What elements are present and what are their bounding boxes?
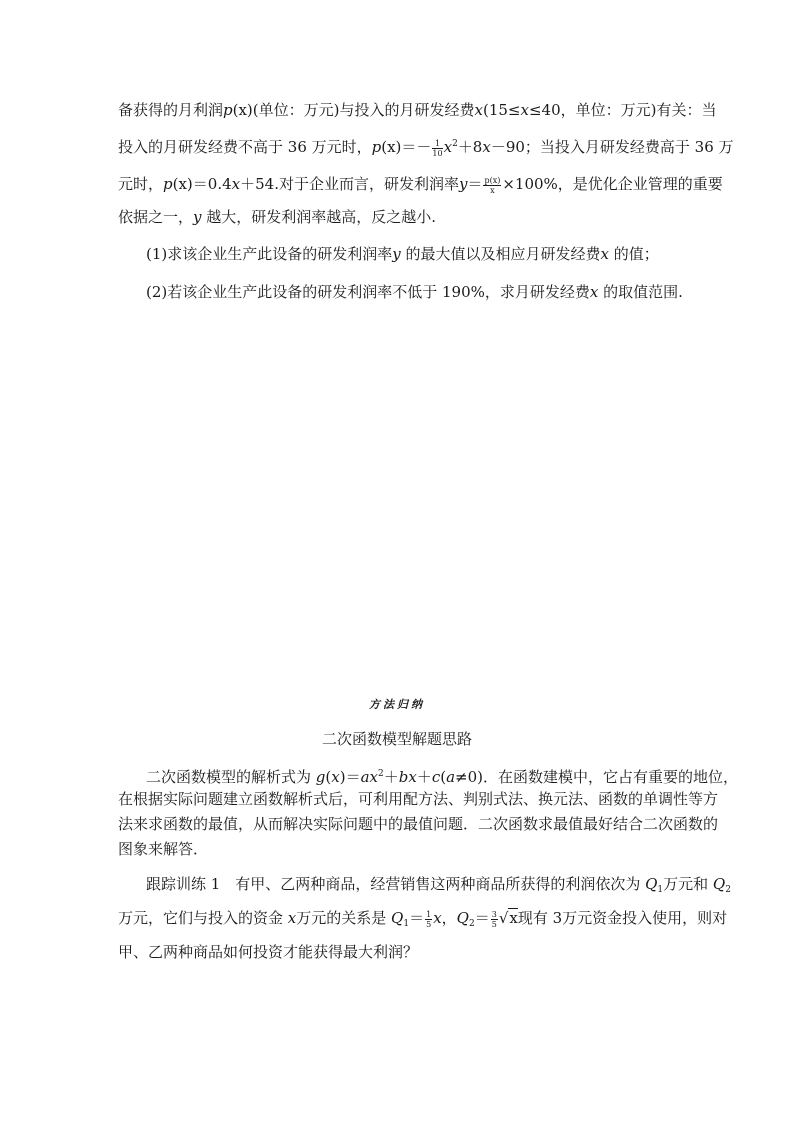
text: 跟踪训练 1 有甲、乙两种商品，经营销售这两种商品所获得的利润依次为 [146, 875, 646, 893]
fraction-numerator: p(x) [484, 175, 501, 185]
text: ＝ [467, 175, 483, 193]
subscript: 2 [468, 919, 475, 929]
var-x: x [482, 138, 491, 156]
method-paragraph-line-1 [146, 764, 738, 787]
term-ax: ax [360, 768, 378, 786]
text: ＋8 [457, 138, 483, 156]
var-p: p [163, 175, 173, 193]
var-Q: Q [645, 875, 658, 893]
fraction-denominator: 5 [491, 919, 497, 929]
var-x: x [520, 101, 529, 119]
var-x: x [443, 138, 453, 156]
subscript: 1 [403, 919, 410, 929]
text: 越大，研发利润率越高，反之越小. [201, 208, 437, 226]
var-y: y [392, 245, 401, 263]
fraction [432, 139, 442, 158]
var-a: a [446, 768, 456, 786]
text: 的最大值以及相应月研发经费 [400, 245, 601, 263]
text: ≤40，单位：万元)有关：当 [528, 101, 717, 119]
term-bx: bx [398, 768, 417, 786]
var-x: x [231, 175, 241, 193]
section-title: 二次函数模型解题思路 [321, 730, 472, 748]
var-g: g [315, 768, 326, 786]
text: 依据之一， [118, 208, 194, 226]
fraction-numerator: 3 [491, 909, 497, 919]
subscript: 1 [657, 885, 664, 895]
text: 备获得的月利润 [118, 101, 224, 119]
method-paragraph-line-2: 在根据实际问题建立函数解析式后，可利用配方法、判别式法、换元法、函数的单调性等方 [118, 790, 719, 808]
text: 二次函数模型的解析式为 [146, 768, 316, 786]
text: ＋54.对于企业而言，研发利润率 [240, 175, 459, 193]
text: ， [441, 909, 457, 927]
exponent: 2 [377, 769, 384, 779]
fraction [425, 910, 432, 929]
var-x: x [331, 768, 340, 786]
text: ( [325, 768, 332, 786]
text: 的值； [608, 245, 659, 263]
var-x: x [433, 909, 442, 927]
problem-line-3 [118, 174, 723, 195]
var-p: p [223, 101, 233, 119]
text: 万元的关系是 [296, 909, 392, 927]
question-2 [146, 282, 683, 302]
text: ×100%，是优化企业管理的重要 [502, 175, 723, 193]
sqrt-sign: √ [498, 909, 509, 927]
text: (15≤ [482, 101, 521, 119]
text: ≠0)．在函数建模中，它占有重要的地位， [455, 768, 738, 786]
var-x: x [474, 101, 483, 119]
fraction-numerator: 1 [432, 139, 442, 149]
fraction-denominator: x [490, 185, 495, 195]
text: ＋ [416, 768, 432, 786]
var-c: c [431, 768, 441, 786]
exercise-line-2 [118, 908, 727, 934]
fraction [491, 910, 498, 929]
text: (1)求该企业生产此设备的研发利润率 [146, 245, 393, 263]
var-p: p [371, 138, 382, 156]
text: (2)若该企业生产此设备的研发利润率不低于 190%，求月研发经费 [146, 283, 590, 301]
var-y: y [193, 208, 202, 226]
var-y: y [458, 175, 468, 193]
text: 元时， [118, 175, 164, 193]
exponent: 2 [452, 139, 458, 149]
question-1 [146, 244, 659, 264]
fraction-numerator: 1 [426, 909, 432, 919]
var-Q: Q [712, 875, 726, 893]
text: 万元和 [663, 875, 713, 893]
text: (x)＝－ [381, 138, 432, 156]
text: ＋ [383, 768, 399, 786]
method-paragraph-line-4: 图象来解答． [118, 840, 209, 858]
var-x: x [589, 283, 599, 301]
text: 投入的月研发经费不高于 36 万元时， [118, 138, 372, 156]
text: 现有 3万元资金投入使用，则对 [517, 909, 728, 927]
var-x: x [600, 245, 609, 263]
text: ( [440, 768, 447, 786]
text: ＝ [474, 909, 490, 927]
radicand: x [509, 909, 518, 927]
problem-line-2 [118, 134, 734, 158]
subscript: 2 [725, 885, 731, 895]
exercise-line-3: 甲、乙两种商品如何投资才能获得最大利润？ [118, 943, 419, 961]
text: －90；当投入月研发经费高于 36 万 [490, 138, 734, 156]
exercise-line-1 [146, 874, 731, 900]
text: ＝ [409, 909, 425, 927]
var-Q: Q [391, 909, 404, 927]
fraction-denominator: 10 [432, 148, 443, 158]
fraction-denominator: 5 [426, 919, 432, 929]
text: )＝ [339, 768, 361, 786]
problem-line-1 [118, 100, 716, 120]
method-paragraph-line-3: 法来求函数的最值，从而解决实际问题中的最值问题．二次函数求最值最好结合二次函数的 [118, 815, 719, 833]
var-x: x [287, 909, 297, 927]
text: 万元，它们与投入的资金 [118, 909, 288, 927]
problem-line-4 [118, 207, 436, 227]
var-Q: Q [456, 909, 469, 927]
text: (x)(单位：万元)与投入的月研发经费 [232, 101, 475, 119]
section-label: 方法归纳 [369, 698, 425, 711]
text: (x)＝0.4 [172, 175, 232, 193]
fraction [483, 176, 501, 195]
text: 的取值范围. [598, 283, 683, 301]
